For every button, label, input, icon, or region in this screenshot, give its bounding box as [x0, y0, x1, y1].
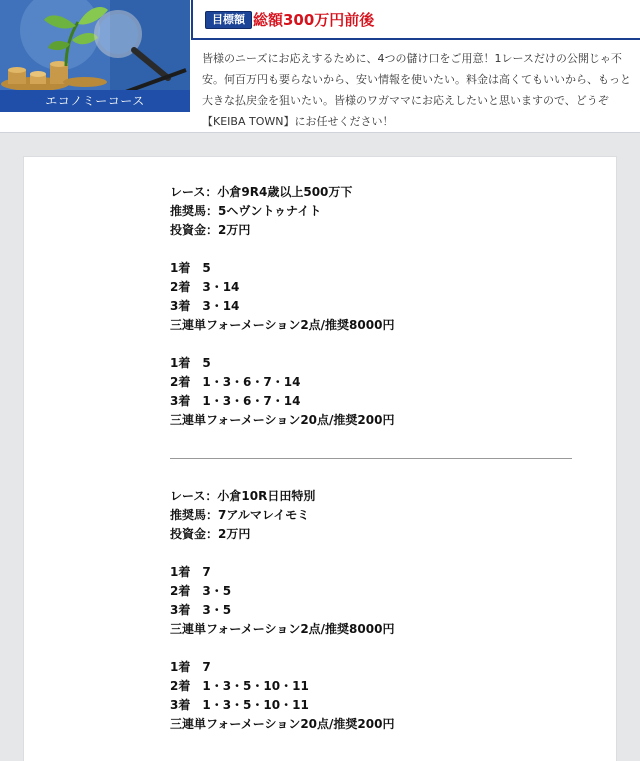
race-name: レース：小倉10R日田特別: [170, 489, 316, 503]
target-badge: 目標額: [205, 11, 252, 29]
third-place: 3着 1・3・5・10・11: [170, 698, 309, 712]
formation-summary: 三連単フォーメーション20点/推奨200円: [170, 717, 395, 731]
recommended-horse: 推奨馬：7アルマレイモミ: [170, 508, 310, 522]
first-place: 1着 7: [170, 660, 211, 674]
target-amount: 総額300万円前後: [253, 11, 375, 29]
first-place: 1着 7: [170, 565, 211, 579]
second-place: 2着 1・3・6・7・14: [170, 375, 301, 389]
recommended-horse: 推奨馬：5ヘヴントゥナイト: [170, 204, 322, 218]
first-place: 1着 5: [170, 356, 211, 370]
second-place: 2着 3・5: [170, 584, 232, 598]
race-divider: [170, 458, 572, 459]
investment: 投資金：2万円: [170, 527, 251, 541]
second-place: 2着 3・14: [170, 280, 240, 294]
third-place: 3着 3・5: [170, 603, 232, 617]
target-title-bar: [191, 0, 640, 40]
third-place: 3着 1・3・6・7・14: [170, 394, 301, 408]
first-place: 1着 5: [170, 261, 211, 275]
formation-summary: 三連単フォーメーション2点/推奨8000円: [170, 318, 395, 332]
course-label: エコノミーコース: [0, 90, 190, 112]
course-image: [0, 0, 190, 112]
second-place: 2着 1・3・5・10・11: [170, 679, 309, 693]
race-name: レース：小倉9R4歳以上500万下: [170, 185, 353, 199]
prediction-card: [23, 156, 617, 761]
race-block-2: [170, 487, 394, 734]
formation-summary: 三連単フォーメーション20点/推奨200円: [170, 413, 395, 427]
course-intro-text: 皆様のニーズにお応えするために、4つの儲け口をご用意！1レースだけの公開じゃ不安。何百万円も要らないから、安い情報を使いたい。料金は高くてもいいから、もっと大きな払戻金を狙いたい。皆様のワガママにお応えしたいと思いますので、どうぞ【KEIBA TOWN】にお任せください！: [202, 52, 631, 128]
race-block-1: [170, 183, 394, 430]
course-header: [0, 0, 640, 133]
third-place: 3着 3・14: [170, 299, 240, 313]
investment: 投資金：2万円: [170, 223, 251, 237]
formation-summary: 三連単フォーメーション2点/推奨8000円: [170, 622, 395, 636]
